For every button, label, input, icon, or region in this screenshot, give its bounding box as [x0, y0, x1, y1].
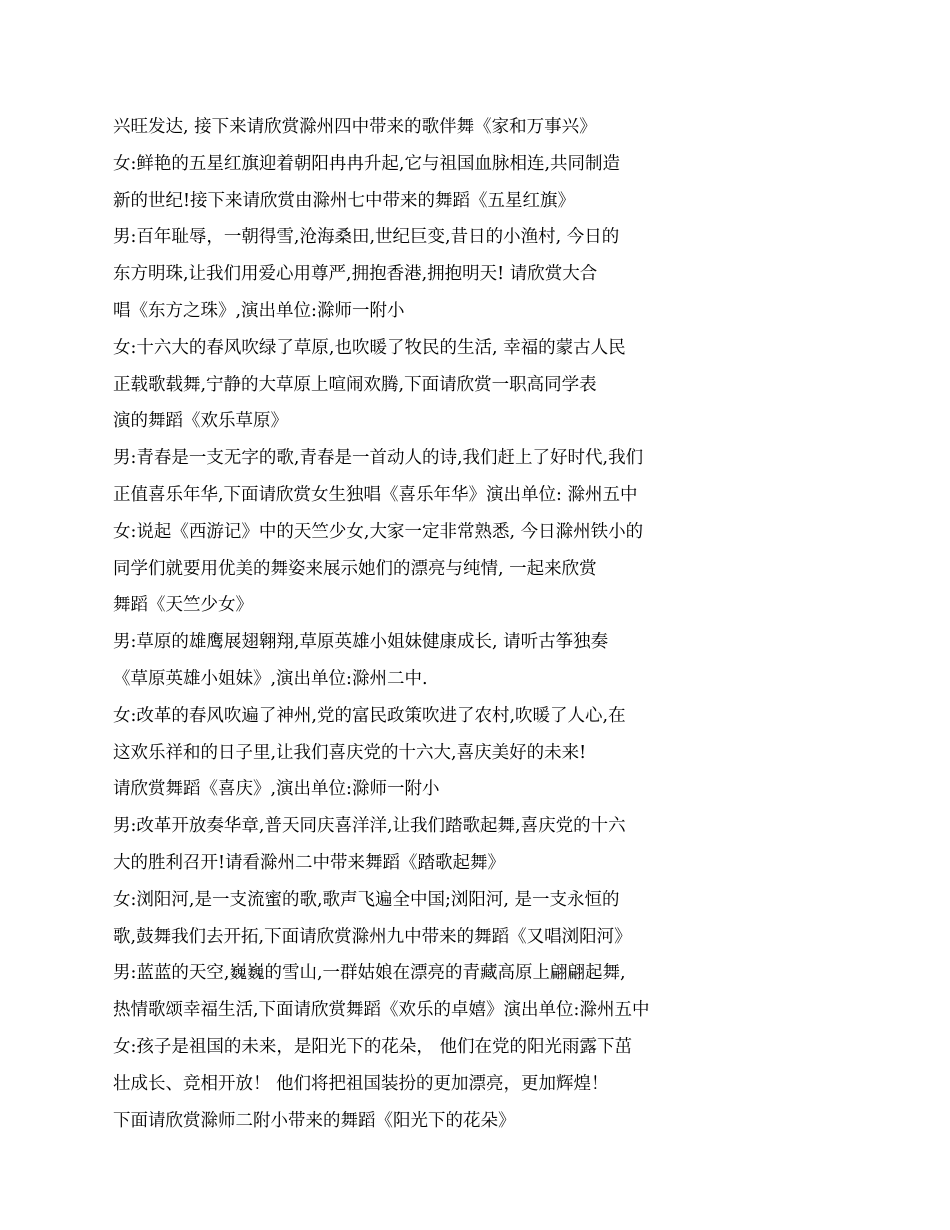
text-line: 东方明珠,让我们用爱心用尊严,拥抱香港,拥抱明天! 请欣赏大合 [113, 264, 598, 285]
text-line: 新的世纪!接下来请欣赏由滁州七中带来的舞蹈《五星红旗》 [113, 190, 576, 211]
text-line: 同学们就要用优美的舞姿来展示她们的漂亮与纯情, 一起来欣赏 [113, 558, 597, 579]
text-line: 下面请欣赏滁师二附小带来的舞蹈《阳光下的花朵》 [113, 1110, 516, 1131]
text-line: 女:孩子是祖国的未来，是阳光下的花朵， 他们在党的阳光雨露下茁 [113, 1036, 632, 1057]
text-line: 大的胜利召开!请看滁州二中带来舞蹈《踏歌起舞》 [113, 852, 506, 873]
text-line: 舞蹈《天竺少女》 [113, 595, 253, 616]
text-line: 这欢乐祥和的日子里,让我们喜庆党的十六大,喜庆美好的未来! [113, 742, 587, 763]
text-line: 演的舞蹈《欢乐草原》 [113, 411, 288, 432]
text-line: 歌,鼓舞我们去开拓,下面请欣赏滁州九中带来的舞蹈《又唱浏阳河》 [113, 926, 632, 947]
text-line: 正载歌载舞,宁静的大草原上喧闹欢腾,下面请欣赏一职高同学表 [113, 374, 597, 395]
text-line: 女:改革的春风吹遍了神州,党的富民政策吹进了农村,吹暖了人心,在 [113, 705, 626, 726]
text-line: 男:草原的雄鹰展翅翱翔,草原英雄小姐妹健康成长, 请听古筝独奏 [113, 632, 609, 653]
text-line: 唱《东方之珠》,演出单位:滁师一附小 [113, 300, 405, 321]
text-line: 《草原英雄小姐妹》,演出单位:滁州二中. [113, 668, 428, 689]
text-line: 男:百年耻辱，一朝得雪,沧海桑田,世纪巨变,昔日的小渔村, 今日的 [113, 227, 620, 248]
text-line: 请欣赏舞蹈《喜庆》,演出单位:滁师一附小 [113, 779, 440, 800]
text-line: 男:改革开放奏华章,普天同庆喜洋洋,让我们踏歌起舞,喜庆党的十六 [113, 816, 626, 837]
text-line: 男:蓝蓝的天空,巍巍的雪山,一群姑娘在漂亮的青藏高原上翩翩起舞, [113, 963, 626, 984]
text-line: 热情歌颂幸福生活,下面请欣赏舞蹈《欢乐的卓嬉》演出单位:滁州五中 [113, 1000, 650, 1021]
text-line: 壮成长、竞相开放！ 他们将把祖国装扮的更加漂亮，更加辉煌！ [113, 1073, 609, 1094]
text-line: 正值喜乐年华,下面请欣赏女生独唱《喜乐年华》演出单位: 滁州五中 [113, 484, 638, 505]
text-line: 兴旺发达, 接下来请欣赏滁州四中带来的歌伴舞《家和万事兴》 [113, 117, 597, 137]
script-text-block [113, 109, 853, 1139]
text-line: 男:青春是一支无字的歌,青春是一首动人的诗,我们赶上了好时代,我们 [113, 448, 644, 469]
text-line: 女:浏阳河,是一支流蜜的歌,歌声飞遍全中国;浏阳河, 是一支永恒的 [113, 889, 620, 910]
text-line: 女:十六大的春风吹绿了草原,也吹暖了牧民的生活, 幸福的蒙古人民 [113, 337, 626, 358]
text-line: 女:说起《西游记》中的天竺少女,大家一定非常熟悉, 今日滁州铁小的 [113, 521, 644, 542]
text-line: 女:鲜艳的五星红旗迎着朝阳冉冉升起,它与祖国血脉相连,共同制造 [113, 153, 621, 174]
